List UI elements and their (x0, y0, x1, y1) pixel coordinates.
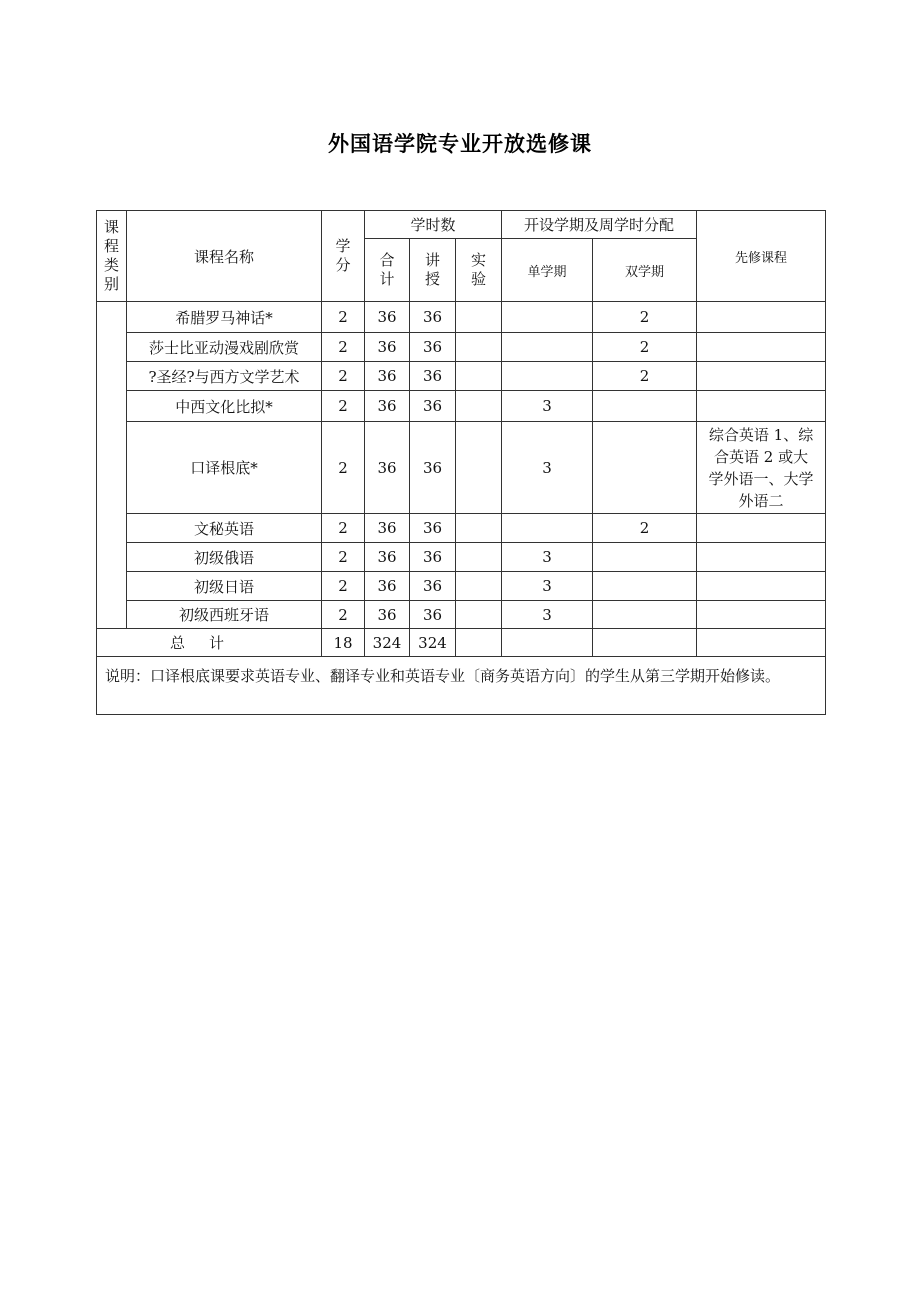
cell-name: 文秘英语 (127, 514, 322, 543)
cell-name: 初级日语 (127, 572, 322, 601)
cell-even (593, 422, 697, 514)
total-empty (502, 629, 593, 657)
cell-total: 36 (365, 601, 410, 629)
cell-lab (456, 391, 502, 422)
cell-lab (456, 601, 502, 629)
cell-odd (502, 333, 593, 362)
cell-prereq (697, 333, 826, 362)
cell-odd: 3 (502, 391, 593, 422)
cell-credit: 2 (322, 422, 365, 514)
cell-lecture: 36 (410, 543, 456, 572)
cell-odd: 3 (502, 543, 593, 572)
total-empty (593, 629, 697, 657)
cell-name: 初级西班牙语 (127, 601, 322, 629)
table-row (97, 333, 826, 362)
header-semester-alloc: 开设学期及周学时分配 (502, 211, 697, 239)
page-title: 外国语学院专业开放选修课 (328, 132, 592, 156)
cell-lecture: 36 (410, 391, 456, 422)
total-empty (456, 629, 502, 657)
total-label: 总计 (97, 629, 322, 657)
cell-lab (456, 333, 502, 362)
table-row (97, 572, 826, 601)
header-course-name: 课程名称 (127, 211, 322, 302)
cell-lecture: 36 (410, 422, 456, 514)
total-total: 324 (365, 629, 410, 657)
table-row (97, 362, 826, 391)
table-row (97, 543, 826, 572)
cell-lecture: 36 (410, 572, 456, 601)
table-row (97, 601, 826, 629)
cell-odd: 3 (502, 422, 593, 514)
total-lecture: 324 (410, 629, 456, 657)
cell-lecture: 36 (410, 514, 456, 543)
cell-lecture: 36 (410, 333, 456, 362)
cell-prereq (697, 572, 826, 601)
cell-odd: 3 (502, 572, 593, 601)
cell-lab (456, 572, 502, 601)
table-row (97, 514, 826, 543)
cell-prereq: 综合英语 1、综 合英语 2 或大 学外语一、大学 外语二 (697, 422, 826, 514)
header-prerequisite: 先修课程 (697, 211, 826, 302)
total-row (97, 629, 826, 657)
cell-credit: 2 (322, 362, 365, 391)
cell-odd (502, 514, 593, 543)
cell-even: 2 (593, 302, 697, 333)
cell-total: 36 (365, 302, 410, 333)
cell-credit: 2 (322, 391, 365, 422)
cell-total: 36 (365, 362, 410, 391)
total-credit: 18 (322, 629, 365, 657)
cell-lab (456, 514, 502, 543)
header-hours-lecture: 讲 授 (410, 239, 456, 302)
cell-odd (502, 302, 593, 333)
total-empty (697, 629, 826, 657)
header-even-semester: 双学期 (593, 239, 697, 302)
cell-name: 初级俄语 (127, 543, 322, 572)
cell-name: ?圣经?与西方文学艺术 (127, 362, 322, 391)
table-row (97, 391, 826, 422)
cell-lecture: 36 (410, 362, 456, 391)
category-cell (97, 302, 127, 629)
table-row (97, 302, 826, 333)
cell-total: 36 (365, 514, 410, 543)
cell-lecture: 36 (410, 302, 456, 333)
cell-credit: 2 (322, 514, 365, 543)
cell-even (593, 601, 697, 629)
cell-prereq (697, 391, 826, 422)
cell-name: 口译根底* (127, 422, 322, 514)
cell-total: 36 (365, 543, 410, 572)
header-hours-lab: 实 验 (456, 239, 502, 302)
cell-prereq (697, 362, 826, 391)
cell-credit: 2 (322, 543, 365, 572)
cell-lab (456, 302, 502, 333)
cell-lab (456, 362, 502, 391)
cell-lecture: 36 (410, 601, 456, 629)
cell-even: 2 (593, 333, 697, 362)
header-hours-total: 合 计 (365, 239, 410, 302)
cell-name: 希腊罗马神话* (127, 302, 322, 333)
cell-even (593, 391, 697, 422)
cell-name: 莎士比亚动漫戏剧欣赏 (127, 333, 322, 362)
cell-even: 2 (593, 514, 697, 543)
cell-prereq (697, 514, 826, 543)
header-odd-semester: 单学期 (502, 239, 593, 302)
cell-lab (456, 422, 502, 514)
cell-prereq (697, 543, 826, 572)
cell-prereq (697, 302, 826, 333)
cell-total: 36 (365, 422, 410, 514)
cell-prereq (697, 601, 826, 629)
cell-credit: 2 (322, 302, 365, 333)
cell-credit: 2 (322, 333, 365, 362)
table-row (97, 422, 826, 514)
cell-total: 36 (365, 391, 410, 422)
note-text: 说明：口译根底课要求英语专业、翻译专业和英语专业〔商务英语方向〕的学生从第三学期开始修读。 (97, 657, 826, 715)
cell-odd: 3 (502, 601, 593, 629)
cell-name: 中西文化比拟* (127, 391, 322, 422)
cell-total: 36 (365, 572, 410, 601)
cell-credit: 2 (322, 572, 365, 601)
header-credit: 学 分 (322, 211, 365, 302)
cell-even (593, 572, 697, 601)
cell-credit: 2 (322, 601, 365, 629)
header-hours: 学时数 (365, 211, 502, 239)
cell-total: 36 (365, 333, 410, 362)
cell-even (593, 543, 697, 572)
cell-lab (456, 543, 502, 572)
header-category: 课 程 类 别 (97, 211, 127, 302)
cell-even: 2 (593, 362, 697, 391)
course-table (96, 210, 826, 715)
cell-odd (502, 362, 593, 391)
